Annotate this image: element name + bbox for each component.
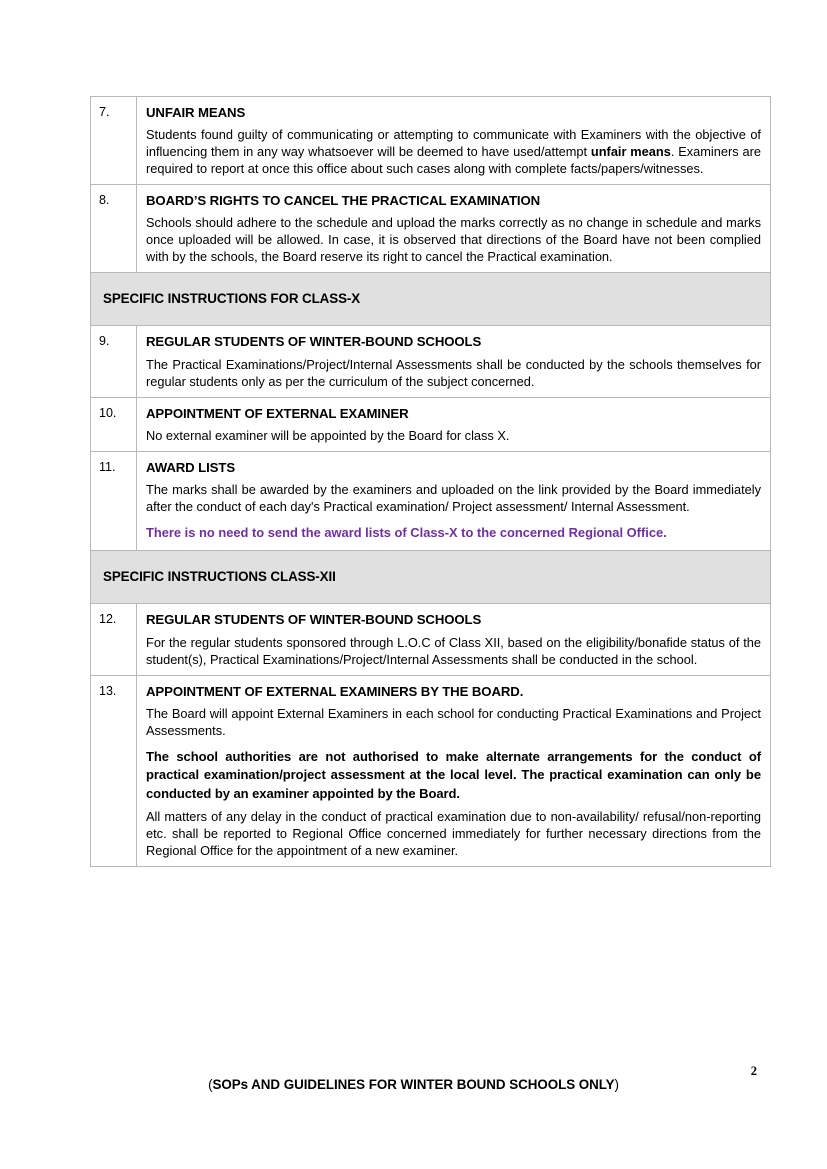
item-number-8: 8. xyxy=(91,185,137,273)
item-7-emphasis: unfair means xyxy=(590,144,671,160)
item-paragraph-7-1 xyxy=(146,126,761,177)
item-number-7: 7. xyxy=(91,97,137,185)
item-paragraph-12-1: For the regular students sponsored through L.O.C of Class XII, based on the eligibility/bonafide status of the student(s), Practical Examinations/Project/Internal Assessments shall be conducted in the school. xyxy=(146,634,761,667)
item-heading-11: AWARD LISTS xyxy=(146,459,236,475)
table-row-item-10 xyxy=(91,397,771,451)
item-number-11: 11. xyxy=(91,451,137,550)
item-paragraph-9-1: The Practical Examinations/Project/Internal Assessments shall be conducted by the schools themselves for regular students only as per the curriculum of the subject concerned. xyxy=(146,356,761,389)
item-7-text-c: . Examiners are required to report at once this office about such cases along with complete facts/papers/witnesses. xyxy=(146,144,761,177)
section-banner-row-class-x xyxy=(91,273,771,326)
item-heading-9: REGULAR STUDENTS OF WINTER-BOUND SCHOOLS xyxy=(146,334,482,350)
table-row-item-7 xyxy=(91,97,771,185)
item-paragraph-11-1: The marks shall be awarded by the examiners and uploaded on the link provided by the Board immediately after the conduct of each day's Practical examination/ Project assessment/ Internal Assessment. xyxy=(146,482,761,515)
item-heading-10: APPOINTMENT OF EXTERNAL EXAMINER xyxy=(146,405,409,421)
table-row-item-11 xyxy=(91,451,771,550)
page-number: 2 xyxy=(750,1064,757,1078)
item-number-9: 9. xyxy=(91,326,137,397)
footer xyxy=(0,1076,827,1094)
section-title-class-x: SPECIFIC INSTRUCTIONS FOR CLASS-X xyxy=(103,291,361,307)
item-paragraph-11-accent: There is no need to send the award lists of Class-X to the concerned Regional Office. xyxy=(146,525,667,541)
table-row-item-8 xyxy=(91,185,771,273)
footer-close-paren: ) xyxy=(614,1077,619,1092)
table-row-item-13 xyxy=(91,675,771,867)
section-banner-row-class-xii xyxy=(91,551,771,604)
instructions-table xyxy=(90,96,771,867)
item-paragraph-13-bold: The school authorities are not authorised to make alternate arrangements for the conduct of practical examination/project assessment at the local level. The practical examination can only be conducted by an examiner appointed by the Board. xyxy=(146,748,761,801)
item-body-13 xyxy=(137,675,771,867)
item-body-12 xyxy=(137,604,771,675)
item-heading-12: REGULAR STUDENTS OF WINTER-BOUND SCHOOLS xyxy=(146,612,482,628)
item-number-12: 12. xyxy=(91,604,137,675)
item-number-10: 10. xyxy=(91,397,137,451)
item-heading-13: APPOINTMENT OF EXTERNAL EXAMINERS BY THE BOARD. xyxy=(146,683,524,699)
item-number-13: 13. xyxy=(91,675,137,867)
footer-label: SOPs AND GUIDELINES FOR WINTER BOUND SCHOOLS ONLY xyxy=(212,1077,615,1092)
item-body-9 xyxy=(137,326,771,397)
footer-open-paren: ( xyxy=(208,1077,213,1092)
item-body-11 xyxy=(137,451,771,550)
item-heading-8: BOARD’S RIGHTS TO CANCEL THE PRACTICAL EXAMINATION xyxy=(146,193,541,209)
item-heading-7: UNFAIR MEANS xyxy=(146,105,246,120)
section-title-class-xii: SPECIFIC INSTRUCTIONS CLASS-XII xyxy=(103,569,336,585)
section-banner-class-x xyxy=(91,273,771,326)
item-body-8 xyxy=(137,185,771,273)
item-paragraph-8-1: Schools should adhere to the schedule and upload the marks correctly as no change in schedule and marks once uploaded will be allowed. In case, it is observed that directions of the Board have not been complied with by the schools, the Board reserve its right to cancel the Practical examination. xyxy=(146,215,761,265)
table-row-item-12 xyxy=(91,604,771,675)
item-paragraph-13-1: The Board will appoint External Examiners in each school for conducting Practical Examinations and Project Assessments. xyxy=(146,705,761,738)
item-7-text-a: Students found guilty of communicating or attempting to communicate with Examiners with the objective of influencing them in any way whatsoever will be deemed to have used/attempt xyxy=(146,127,761,160)
item-paragraph-13-3: All matters of any delay in the conduct of practical examination due to non-availability/ refusal/non-reporting etc. shall be reported to Regional Office concerned immediately for further necessary directions from the Regional Office for the appointment of a new examiner. xyxy=(146,809,761,859)
table-row-item-9 xyxy=(91,326,771,397)
item-body-10 xyxy=(137,397,771,451)
footer-text xyxy=(208,1077,619,1092)
item-body-7 xyxy=(137,97,771,185)
section-banner-class-xii xyxy=(91,551,771,604)
item-paragraph-10-1: No external examiner will be appointed by the Board for class X. xyxy=(146,427,510,443)
